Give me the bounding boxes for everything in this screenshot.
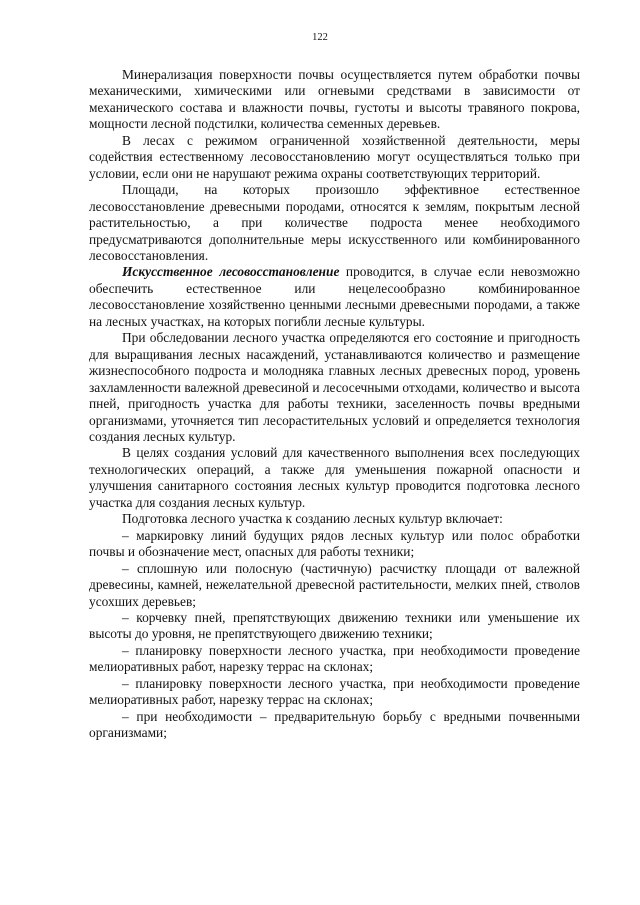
paragraph-site-preparation-purpose: В целях создания условий для качественного выполнения всех последующих технологических операций, а также для уменьшения пожарной опасности и улучшения санитарного состояния лесных культур проводится подготовка лесного участка для создания лесных культур. (89, 445, 580, 510)
paragraph-mineralization: Минерализация поверхности почвы осуществляется путем обработки почвы механическими, химическими или огневыми средствами в зависимости от механического состава и влажности почвы, густоты и высоты травяного покрова, мощности лесной подстилки, количества семенных деревьев. (89, 67, 580, 132)
paragraph-artificial-reforestation (89, 264, 580, 330)
paragraph-natural-reforestation: Площади, на которых произошло эффективное естественное лесовосстановление древесными породами, относятся к землям, покрытым лесной растительностью, а при количестве подроста менее необходимого предусматриваются дополнительные меры искусственного или комбинированного лесовосстановления. (89, 182, 580, 263)
list-item: – маркировку линий будущих рядов лесных культур или полос обработки почвы и обозначение мест, опасных для работы техники; (89, 527, 580, 560)
list-item: – корчевку пней, препятствующих движению техники или уменьшение их высоты до уровня, не препятствующего движению техники; (89, 609, 580, 642)
paragraph-artificial-reforestation-text: проводится, в случае если невозможно обеспечить естественное или нецелесообразно комбинированное лесовосстановление хозяйственно ценными лесными древесными породами, а также на лесных участках, на которых погибли лесные культуры. (89, 264, 580, 329)
paragraph-site-survey: При обследовании лесного участка определяются его состояние и пригодность для выращивания лесных насаждений, устанавливаются количество и размещение жизнеспособного подроста и молодняка главных лесных древесных пород, уровень захламленности валежной древесиной и лесосечными отходами, количество и высота пней, пригодность участка для работы техники, заселенность почвы вредными организмами, уточняется тип лесорастительных условий и определяется технология создания лесных культур. (89, 330, 580, 444)
term-artificial-reforestation: Искусственное лесовосстановление (122, 264, 340, 280)
paragraph-preparation-includes: Подготовка лесного участка к созданию лесных культур включает: (122, 511, 503, 527)
page-number: 122 (312, 32, 328, 43)
paragraph-limited-activity: В лесах с режимом ограниченной хозяйственной деятельности, меры содействия естественному лесовосстановлению могут осуществляться только при условии, если они не нарушают режима охраны соответствующих территорий. (89, 132, 580, 181)
list-item: – при необходимости – предварительную борьбу с вредными почвенными организмами; (89, 708, 580, 741)
list-item: – планировку поверхности лесного участка, при необходимости проведение мелиоративных работ, нарезку террас на склонах; (89, 675, 580, 708)
list-item: – планировку поверхности лесного участка, при необходимости проведение мелиоративных работ, нарезку террас на склонах; (89, 642, 580, 675)
list-item: – сплошную или полосную (частичную) расчистку площади от валежной древесины, камней, нежелательной древесной растительности, мелких пней, стволов усохших деревьев; (89, 560, 580, 609)
document-body (89, 67, 580, 742)
